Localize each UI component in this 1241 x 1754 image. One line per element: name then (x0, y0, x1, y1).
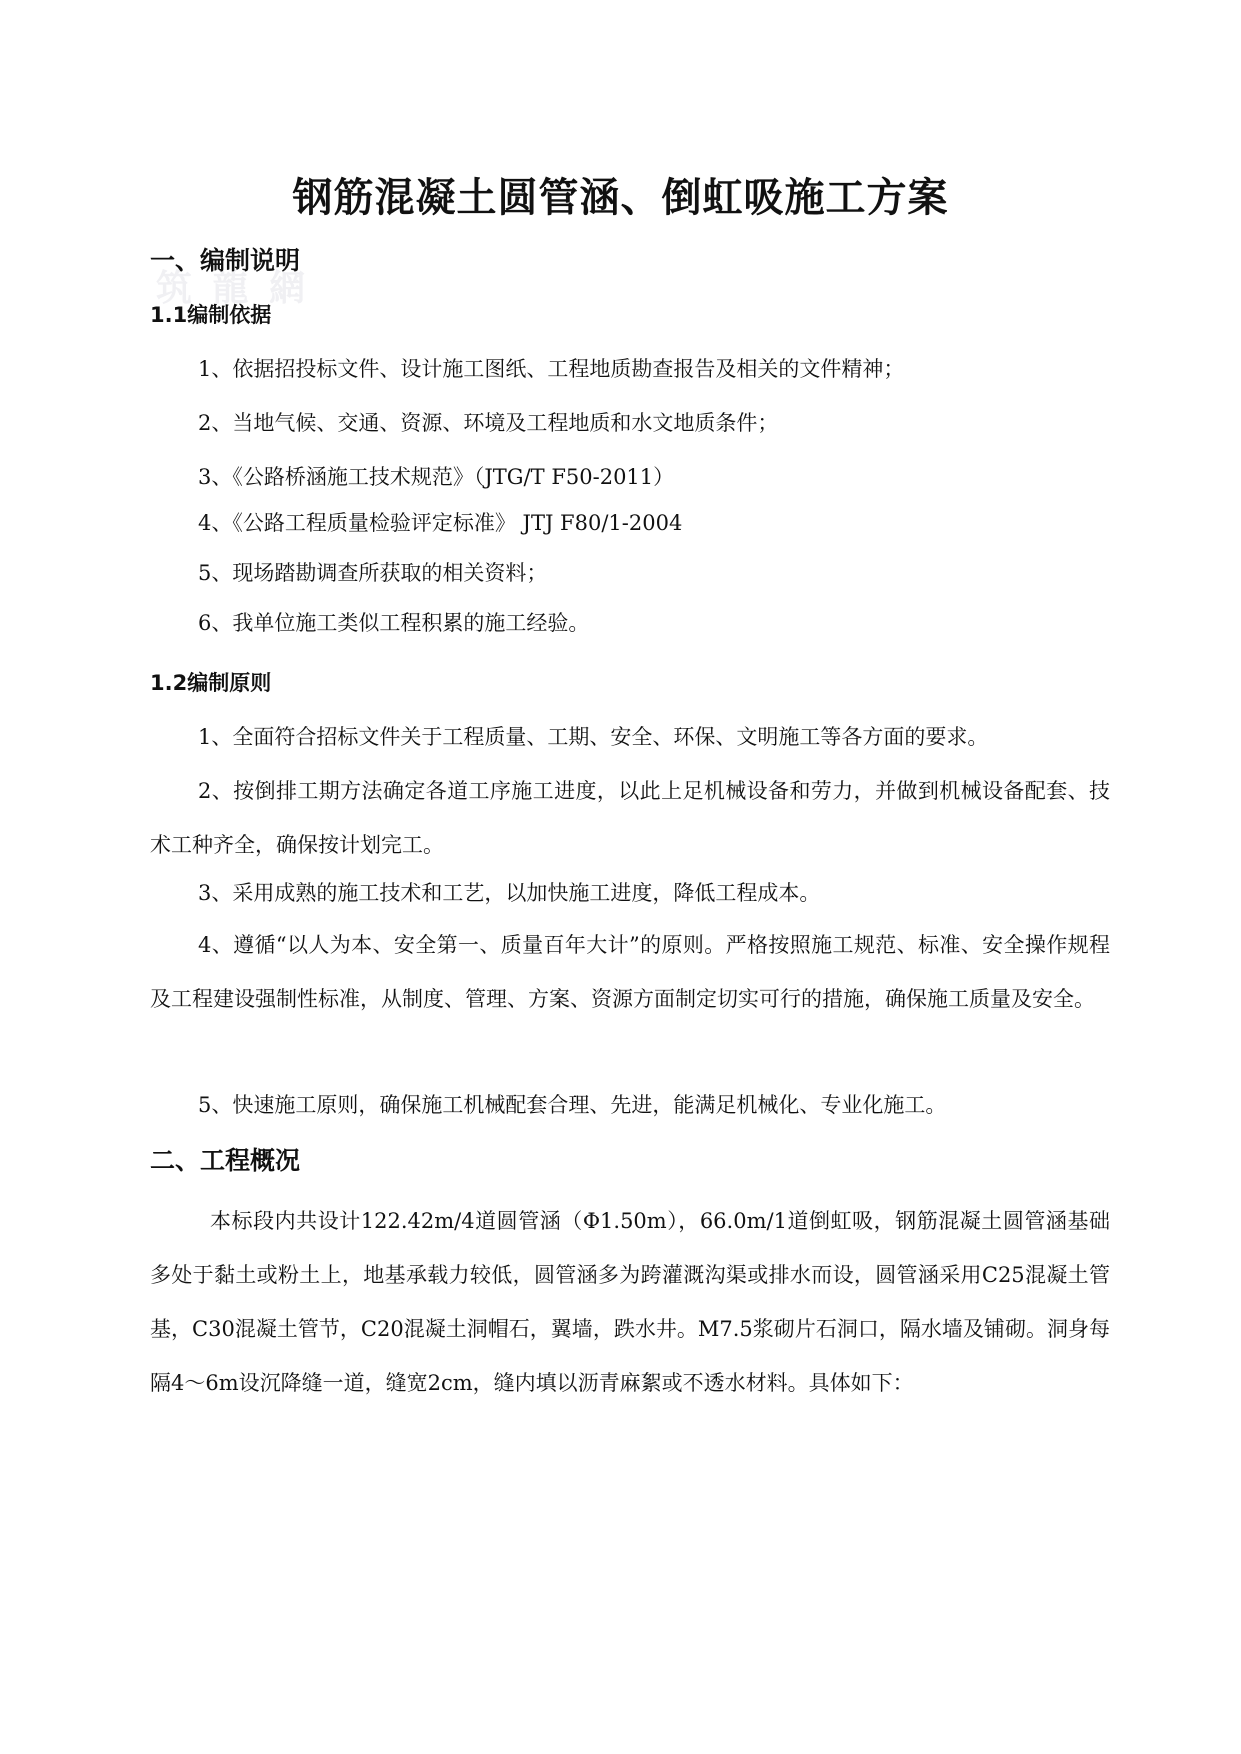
section-2-heading: 二、工程概况 (150, 1146, 301, 1175)
basis-item-5: 5、现场踏勘调查所获取的相关资料； (198, 561, 548, 585)
section-1-heading: 一、编制说明 (150, 246, 301, 275)
principle-item-5: 5、快速施工原则，确保施工机械配套合理、先进，能满足机械化、专业化施工。 (198, 1093, 947, 1117)
basis-item-6: 6、我单位施工类似工程积累的施工经验。 (198, 611, 590, 635)
subsection-1-1-heading: 1.1编制依据 (150, 303, 272, 327)
basis-item-3: 3、《公路桥涵施工技术规范》（JTG/T F50-2011） (198, 465, 675, 489)
basis-item-1: 1、依据招投标文件、设计施工图纸、工程地质勘查报告及相关的文件精神； (198, 357, 905, 381)
basis-item-2: 2、当地气候、交通、资源、环境及工程地质和水文地质条件； (198, 411, 779, 435)
principle-item-4: 4、遵循“以人为本、安全第一、质量百年大计”的原则。严格按照施工规范、标准、安全操作规程及工程建设强制性标准，从制度、管理、方案、资源方面制定切实可行的措施，确保施工质量及安全。 (150, 933, 1110, 1011)
principle-item-3: 3、采用成熟的施工技术和工艺，以加快施工进度，降低工程成本。 (198, 881, 821, 905)
subsection-1-2-heading: 1.2编制原则 (150, 671, 272, 695)
principle-item-2: 2、按倒排工期方法确定各道工序施工进度，以此上足机械设备和劳力，并做到机械设备配套、技术工种齐全，确保按计划完工。 (150, 779, 1110, 857)
document-title: 钢筋混凝土圆管涵、倒虹吸施工方案 (292, 175, 949, 221)
basis-item-4: 4、《公路工程质量检验评定标准》 JTJ F80/1-2004 (198, 511, 683, 535)
project-overview-paragraph: 本标段内共设计122.42m/4道圆管涵（Φ1.50m），66.0m/1道倒虹吸，钢筋混凝土圆管涵基础多处于黏土或粉土上，地基承载力较低，圆管涵多为跨灌溉沟渠或排水而设，圆管涵采用C25混凝土管基，C30混凝土管节，C20混凝土洞帽石，翼墙，跌水井。M7.5浆砌片石洞口，隔水墙及铺砌。洞身每隔4～6m设沉降缝一道，缝宽2cm，缝内填以沥青麻絮或不透水材料。具体如下： (150, 1209, 1110, 1395)
principle-item-1: 1、全面符合招标文件关于工程质量、工期、安全、环保、文明施工等各方面的要求。 (198, 725, 989, 749)
watermark: 筑 龍 網 (156, 267, 310, 309)
